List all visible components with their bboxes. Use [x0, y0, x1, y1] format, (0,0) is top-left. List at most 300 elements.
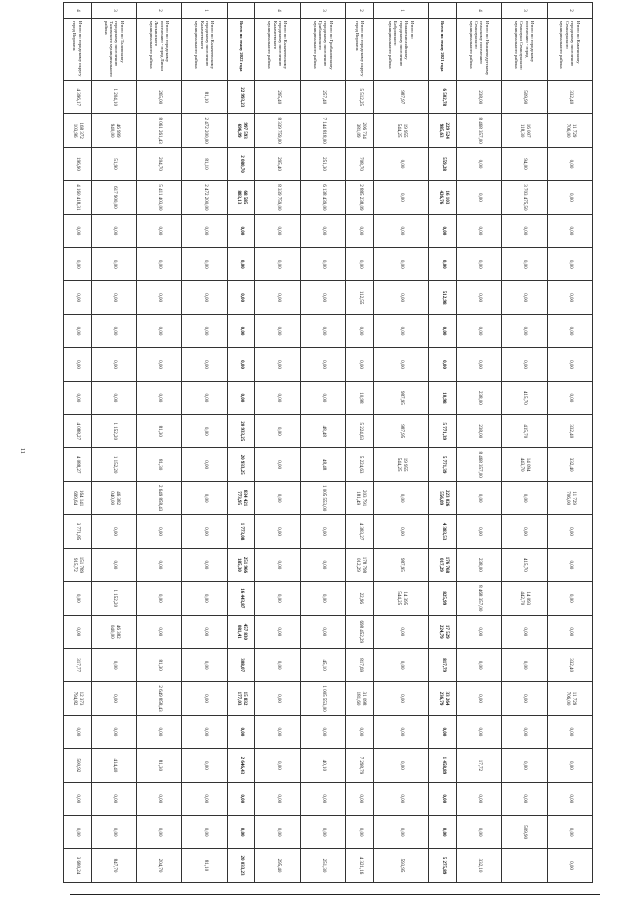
table-cell: 0,00 — [64, 314, 92, 347]
row-name: Итого по Нижнекисляйскому городскому поселению Бобровского муниципального района — [373, 19, 428, 81]
table-cell: 0,00 — [64, 815, 92, 848]
table-cell: 0,00 — [182, 314, 227, 347]
table-cell: 0,00 — [64, 281, 92, 314]
table-cell: 40,10 — [300, 749, 345, 782]
table-cell: 204,70 — [137, 147, 182, 180]
table-cell: 0,00 — [547, 715, 592, 748]
table-cell: 0,00 — [502, 682, 547, 715]
table-cell: 0,00 — [373, 715, 428, 748]
table-cell: 0,00 — [182, 281, 227, 314]
table-cell: 0,00 — [255, 515, 300, 548]
table-cell: 229 524 985,63 — [429, 114, 457, 147]
table-cell: 593,95 — [373, 849, 428, 882]
table-cell: 0,00 — [182, 615, 227, 648]
table-cell: 0,00 — [456, 314, 501, 347]
table-cell: 0,00 — [255, 248, 300, 281]
table-cell: 4 383,53 — [429, 515, 457, 548]
table-cell: 0,00 — [502, 348, 547, 381]
table-cell: 0,00 — [137, 314, 182, 347]
table-cell: 81,10 — [182, 147, 227, 180]
rotated-table-container — [63, 2, 593, 882]
table-cell: 0,00 — [547, 314, 592, 347]
table-cell: 0,00 — [456, 147, 501, 180]
table-cell: 3 703 475,50 — [502, 181, 547, 214]
table-cell: 4 396,17 — [64, 81, 92, 114]
table-cell: 0,00 — [137, 548, 182, 581]
table-cell: 0,00 — [547, 348, 592, 381]
table-cell: 2 649 858,43 — [137, 481, 182, 514]
table-cell: 0,00 — [300, 782, 345, 815]
row-name: Итого по Каменскому городскому поселению Семилукского муниципального района — [547, 19, 592, 81]
table-cell: 1 458,89 — [429, 749, 457, 782]
table-cell: 0,00 — [373, 515, 428, 548]
table-cell: 0,00 — [255, 281, 300, 314]
row-name: Итого по городскому поселению - город Лиски Лискинского муниципального района — [137, 19, 182, 81]
table-cell: 81,30 — [137, 448, 182, 481]
table-cell: 5 512,25 — [346, 81, 374, 114]
table-cell: 0,00 — [91, 515, 136, 548]
table-cell: 223 026 556,09 — [429, 481, 457, 514]
page-number: 11 — [19, 448, 25, 454]
table-cell: 0,00 — [255, 481, 300, 514]
table-cell: 0,00 — [547, 782, 592, 815]
table-cell: 0,00 — [182, 381, 227, 414]
table-cell: 0,00 — [137, 582, 182, 615]
table-cell: 20 933,25 — [227, 415, 255, 448]
table-cell: 0,00 — [502, 648, 547, 681]
table-cell: 0,00 — [547, 515, 592, 548]
table-cell: 0,00 — [255, 682, 300, 715]
table-cell: 847,70 — [91, 849, 136, 882]
table-cell: 0,00 — [255, 415, 300, 448]
row-number: 4 — [456, 3, 501, 19]
table-cell: 0,00 — [547, 281, 592, 314]
table-cell: 1 152,20 — [91, 415, 136, 448]
table-cell: 0,00 — [300, 582, 345, 615]
table-cell: 4 321,16 — [346, 849, 374, 882]
table-cell: 0,00 — [227, 815, 255, 848]
table-cell: 987,95 — [373, 548, 428, 581]
table-cell: 0,00 — [300, 515, 345, 548]
table-cell: 0,00 — [300, 248, 345, 281]
table-cell: 415,70 — [502, 548, 547, 581]
table-cell: 0,00 — [502, 615, 547, 648]
table-cell: 817,69 — [346, 648, 374, 681]
table-cell: 512,98 — [429, 281, 457, 314]
table-cell: 0,00 — [137, 348, 182, 381]
table-cell: 295,40 — [255, 81, 300, 114]
table-cell: 0,00 — [373, 348, 428, 381]
table-cell: 0,00 — [227, 715, 255, 748]
table-row — [255, 3, 300, 883]
table-cell: 415,70 — [502, 415, 547, 448]
table-cell: 81,30 — [137, 648, 182, 681]
table-cell: 0,00 — [346, 248, 374, 281]
table-cell: 22,96 — [346, 582, 374, 615]
table-cell: 0,00 — [429, 248, 457, 281]
table-cell: 48,48 — [300, 448, 345, 481]
table-cell: 0,00 — [300, 214, 345, 247]
table-cell: 7 298,79 — [346, 749, 374, 782]
table-cell: 0,00 — [137, 782, 182, 815]
table-cell: 46 382 040,00 — [91, 615, 136, 648]
table-cell: 0,00 — [456, 348, 501, 381]
table-cell: 3 771,85 — [64, 515, 92, 548]
table-cell: 0,00 — [547, 147, 592, 180]
table-cell: 8 468 357,00 — [456, 114, 501, 147]
resettlement-table — [63, 2, 593, 883]
total-row — [429, 3, 457, 883]
table-cell: 1 152,20 — [91, 448, 136, 481]
table-cell: 45,10 — [300, 648, 345, 681]
table-cell: 0,00 — [182, 715, 227, 748]
table-cell: 457 830 081,41 — [227, 615, 255, 648]
table-cell: 817,79 — [429, 648, 457, 681]
table-cell: 0,00 — [255, 782, 300, 815]
table-row — [502, 3, 547, 883]
row-name: Всего по этапу 2022 года — [227, 19, 255, 81]
table-cell: 0,00 — [137, 515, 182, 548]
table-row — [547, 3, 592, 883]
table-cell: 176 768 017,29 — [429, 548, 457, 581]
row-number: 3 — [300, 3, 345, 19]
table-cell: 0,00 — [547, 849, 592, 882]
table-cell: 0,00 — [91, 715, 136, 748]
row-number — [227, 3, 255, 19]
table-cell: 0,00 — [373, 181, 428, 214]
table-cell: 0,00 — [346, 348, 374, 381]
total-row — [227, 3, 255, 883]
table-cell: 0,00 — [456, 715, 501, 748]
row-number: 2 — [547, 3, 592, 19]
table-cell: 0,00 — [429, 815, 457, 848]
table-cell: 0,00 — [227, 348, 255, 381]
table-cell: 0,00 — [255, 214, 300, 247]
table-cell: 0,00 — [91, 648, 136, 681]
table-cell: 10,98 — [429, 381, 457, 414]
table-cell: 295,40 — [255, 849, 300, 882]
table-cell: 0,00 — [227, 782, 255, 815]
table-cell: 0,00 — [373, 782, 428, 815]
table-cell: 0,00 — [91, 248, 136, 281]
table-cell: 2 472 200,00 — [182, 181, 227, 214]
table-cell: 708,70 — [346, 147, 374, 180]
table-cell: 0,00 — [182, 648, 227, 681]
table-cell: 5 275,89 — [429, 849, 457, 882]
table-cell: 0,00 — [227, 281, 255, 314]
table-cell: 332,40 — [547, 81, 592, 114]
table-cell: 8 339 759,00 — [255, 114, 300, 147]
table-cell: 0,00 — [456, 481, 501, 514]
table-cell: 19 955 544,25 — [373, 114, 428, 147]
table-cell: 0,00 — [91, 314, 136, 347]
table-cell: 0,00 — [255, 749, 300, 782]
row-name: Итого по Таловскому городскому поселению Таловского муниципального района — [91, 19, 136, 81]
table-cell: 0,00 — [502, 281, 547, 314]
table-cell: 987,95 — [373, 415, 428, 448]
table-cell: 196,90 — [64, 147, 92, 180]
table-cell: 0,00 — [255, 582, 300, 615]
table-row — [137, 3, 182, 883]
table-cell: 0,00 — [182, 448, 227, 481]
table-cell: 10,98 — [346, 381, 374, 414]
table-cell: 0,00 — [373, 749, 428, 782]
table-cell: 19 955 544,25 — [373, 448, 428, 481]
table-cell: 6 502,78 — [429, 81, 457, 114]
table-cell: 0,00 — [429, 715, 457, 748]
table-cell: 0,00 — [182, 815, 227, 848]
table-cell: 0,00 — [255, 548, 300, 581]
table-cell: 0,00 — [182, 582, 227, 615]
table-cell: 94,00 — [502, 147, 547, 180]
table-cell: 0,00 — [227, 314, 255, 347]
table-cell: 0,00 — [182, 481, 227, 514]
table-cell: 997 593 696,99 — [227, 114, 255, 147]
table-cell: 0,00 — [64, 582, 92, 615]
table-cell: 164 141 699,64 — [64, 481, 92, 514]
table-cell: 265,00 — [137, 81, 182, 114]
table-cell: 81,10 — [182, 81, 227, 114]
table-cell: 0,00 — [456, 782, 501, 815]
table-row — [456, 3, 501, 883]
table-cell: 0,00 — [137, 615, 182, 648]
table-cell: 0,00 — [137, 715, 182, 748]
table-cell: 500,92 — [64, 749, 92, 782]
table-cell: 0,00 — [346, 782, 374, 815]
table-cell — [502, 849, 547, 882]
table-cell: 414,40 — [91, 749, 136, 782]
table-cell: 0,00 — [137, 214, 182, 247]
table-cell: 238,00 — [456, 81, 501, 114]
table-cell: 332,10 — [456, 849, 501, 882]
table-cell: 0,00 — [227, 248, 255, 281]
table-cell: 0,00 — [547, 815, 592, 848]
row-name: Итого по Калачеевскому городскому поселению Калачеевского муниципального района — [255, 19, 300, 81]
table-cell: 1 204,10 — [91, 81, 136, 114]
table-cell: 0,00 — [137, 281, 182, 314]
table-cell: 0,00 — [300, 615, 345, 648]
table-cell: 14 094 443,70 — [502, 448, 547, 481]
table-cell: 0,00 — [91, 548, 136, 581]
table-cell: 16 443,87 — [227, 582, 255, 615]
table-cell: 0,00 — [137, 248, 182, 281]
table-cell: 0,00 — [300, 348, 345, 381]
table-cell: 0,00 — [255, 348, 300, 381]
table-cell: 0,00 — [456, 181, 501, 214]
table-cell: 4 160 418,31 — [64, 181, 92, 214]
table-cell: 0,00 — [429, 348, 457, 381]
table-cell: 81,30 — [137, 749, 182, 782]
table-cell: 20 033,23 — [227, 849, 255, 882]
table-cell: 48,48 — [300, 415, 345, 448]
row-number: 1 — [373, 3, 428, 19]
table-row — [182, 3, 227, 883]
table-cell: 7 144 818,00 — [300, 114, 345, 147]
table-cell: 0,00 — [346, 815, 374, 848]
table-cell: 0,00 — [502, 749, 547, 782]
table-cell: 2 646,43 — [227, 749, 255, 782]
table-cell: 0,00 — [227, 214, 255, 247]
row-number: 4 — [64, 3, 92, 19]
table-cell: 0,00 — [64, 715, 92, 748]
table-cell: 81,30 — [137, 415, 182, 448]
row-name: Всего по этапу 2021 года — [429, 19, 457, 81]
table-cell: 238,00 — [456, 548, 501, 581]
table-cell: 509,90 — [502, 81, 547, 114]
table-cell: 0,00 — [64, 381, 92, 414]
table-cell: 987,95 — [373, 381, 428, 414]
table-cell: 0,00 — [547, 181, 592, 214]
table-cell: 238,00 — [456, 381, 501, 414]
table-cell: 0,00 — [300, 815, 345, 848]
table-cell: 0,00 — [547, 615, 592, 648]
table-cell: 204,70 — [137, 849, 182, 882]
table-cell: 0,00 — [137, 381, 182, 414]
table-cell: 0,00 — [373, 481, 428, 514]
table-cell: 0,00 — [91, 682, 136, 715]
table-cell: 1 773,08 — [227, 515, 255, 548]
table-cell: 14 395 544,25 — [373, 582, 428, 615]
table-cell: 295,40 — [255, 147, 300, 180]
table-cell: 2 885 238,09 — [346, 181, 374, 214]
table-cell: 8 468 357,00 — [456, 582, 501, 615]
table-cell: 0,00 — [547, 214, 592, 247]
table-cell: 0,00 — [456, 281, 501, 314]
table-cell: 0,00 — [373, 281, 428, 314]
table-cell: 16 103 426,76 — [429, 181, 457, 214]
table-cell: 698 452,29 — [346, 615, 374, 648]
table-cell: 2 649 858,43 — [137, 682, 182, 715]
table-cell: 0,00 — [429, 314, 457, 347]
table-cell: 22 993,23 — [227, 81, 255, 114]
table-cell: 0,00 — [182, 515, 227, 548]
table-cell: 617 900,00 — [91, 181, 136, 214]
table-cell: 0,00 — [182, 682, 227, 715]
table-cell: 0,00 — [227, 381, 255, 414]
table-cell: 251,30 — [300, 147, 345, 180]
table-cell: 68 585 883,13 — [227, 181, 255, 214]
table-cell: 1 005 553,00 — [300, 682, 345, 715]
row-name: Итого по Калачеевскому городскому поселению Калачеевского муниципального района — [182, 19, 227, 81]
table-cell: 0,00 — [547, 381, 592, 414]
table-cell: 5 771,39 — [429, 415, 457, 448]
table-cell: 178 798 012,29 — [346, 548, 374, 581]
table-cell: 5 411 403,00 — [137, 181, 182, 214]
table-cell: 0,00 — [182, 415, 227, 448]
table-cell: 168 372 103,96 — [64, 114, 92, 147]
table-cell: 834 421 773,95 — [227, 481, 255, 514]
table-cell: 0,00 — [64, 214, 92, 247]
table-cell: 1 005 553,00 — [300, 481, 345, 514]
table-cell: 0,00 — [300, 281, 345, 314]
table-cell: 0,00 — [91, 214, 136, 247]
table-cell: 5 771,39 — [429, 448, 457, 481]
table-cell: 17,72 — [456, 749, 501, 782]
table-cell: 0,00 — [182, 248, 227, 281]
table-cell: 0,00 — [373, 147, 428, 180]
table-cell: 6 138 439,00 — [300, 181, 345, 214]
table-cell: 0,00 — [456, 248, 501, 281]
table-cell: 0,00 — [373, 615, 428, 648]
table-cell: 251 966 185,30 — [227, 548, 255, 581]
table-cell: 0,00 — [456, 682, 501, 715]
table-cell: 0,00 — [429, 214, 457, 247]
table-cell: 0,00 — [91, 348, 136, 381]
table-cell: 0,00 — [255, 815, 300, 848]
table-cell: 0,00 — [64, 348, 92, 381]
table-cell: 0,00 — [137, 815, 182, 848]
table-cell: 20 933,25 — [227, 448, 255, 481]
table-cell: 8 468 357,00 — [456, 448, 501, 481]
table-cell: 206 734 381,09 — [346, 114, 374, 147]
bottom-rule — [70, 894, 600, 895]
table-cell: 0,00 — [182, 782, 227, 815]
table-cell: 46 999 940,00 — [91, 114, 136, 147]
table-cell: 0,00 — [91, 381, 136, 414]
table-cell: 559,28 — [429, 147, 457, 180]
table-cell: 825,99 — [429, 582, 457, 615]
table-cell: 0,00 — [182, 214, 227, 247]
table-cell: 0,00 — [255, 314, 300, 347]
table-cell: 2 472 200,00 — [182, 114, 227, 147]
table-cell: 8 061 261,43 — [137, 114, 182, 147]
table-cell: 0,00 — [502, 481, 547, 514]
table-cell: 0,00 — [255, 381, 300, 414]
row-number: 2 — [137, 3, 182, 19]
table-cell: 0,00 — [547, 248, 592, 281]
table-cell: 151 789 915,72 — [64, 548, 92, 581]
table-cell: 0,00 — [502, 515, 547, 548]
table-cell: 0,00 — [255, 648, 300, 681]
table-cell: 0,00 — [456, 648, 501, 681]
table-cell: 0,00 — [456, 515, 501, 548]
table-cell: 4 383,27 — [346, 515, 374, 548]
row-name: Итого по Грибановскому городскому поселению Грибановского муниципального района — [300, 19, 345, 81]
table-cell: 0,00 — [547, 749, 592, 782]
table-cell: 12 373 794,82 — [64, 682, 92, 715]
table-cell: 0,00 — [429, 782, 457, 815]
table-cell: 332,40 — [547, 448, 592, 481]
table-cell: 0,00 — [346, 314, 374, 347]
table-cell: 0,00 — [64, 782, 92, 815]
table-cell: 1 152,20 — [91, 582, 136, 615]
table-cell: 415,70 — [502, 381, 547, 414]
table-cell: 0,00 — [502, 248, 547, 281]
table-cell: 14 093 442,70 — [502, 582, 547, 615]
table-cell: 2 080,70 — [227, 147, 255, 180]
table-cell: 0,00 — [373, 815, 428, 848]
row-number: 3 — [502, 3, 547, 19]
table-cell: 112,55 — [346, 281, 374, 314]
table-cell: 0,00 — [255, 448, 300, 481]
table-cell: 0,00 — [346, 715, 374, 748]
table-cell: 332,40 — [547, 648, 592, 681]
table-cell: 0,00 — [502, 715, 547, 748]
table-cell: 4 088,27 — [64, 448, 92, 481]
row-number: 4 — [255, 3, 300, 19]
table-cell: 317,77 — [64, 648, 92, 681]
row-number — [429, 3, 457, 19]
table-cell: 4 088,27 — [64, 415, 92, 448]
table-cell: 0,00 — [373, 648, 428, 681]
table-cell: 3 680,24 — [64, 849, 92, 882]
table-cell: 0,00 — [456, 815, 501, 848]
table-row — [64, 3, 92, 883]
table-cell: 0,00 — [373, 682, 428, 715]
table-cell: 0,00 — [300, 381, 345, 414]
row-number: 2 — [346, 3, 374, 19]
table-cell: 0,00 — [502, 314, 547, 347]
